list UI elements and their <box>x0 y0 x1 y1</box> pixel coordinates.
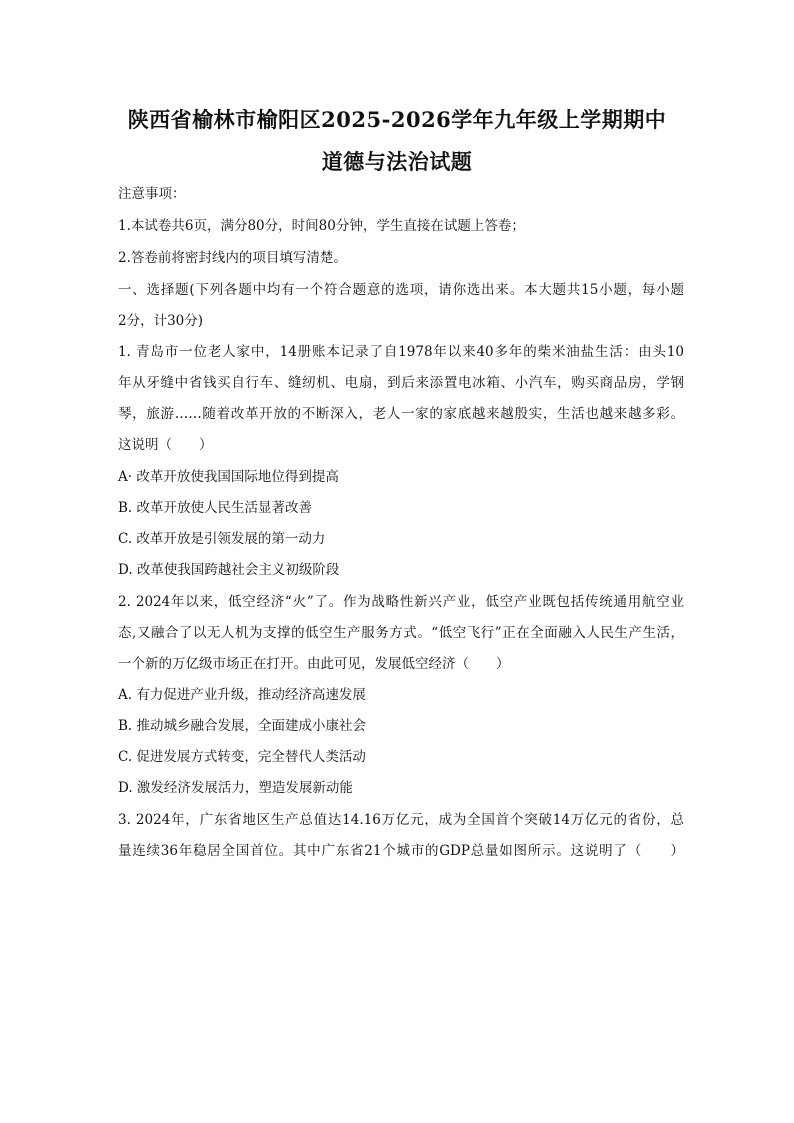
question2-stem-line2: 态,又融合了以无人机为支撑的低空生产服务方式。“低空飞行”正在全面融入人民生产生活， <box>118 625 684 641</box>
question2-option-a: A. 有力促进产业升级，推动经济高速发展 <box>118 687 366 703</box>
notice-heading: 注意事项： <box>118 186 186 202</box>
section1-instructions-line1: 一、选择题(下列各题中均有一个符合题意的选项，请你选出来。本大题共15小题，每小题 <box>118 282 684 298</box>
exam-title-line2: 道德与法治试题 <box>321 149 473 174</box>
section1-instructions-line2: 2分，计30分) <box>118 313 204 329</box>
exam-title-line1: 陕西省榆林市榆阳区2025-2026学年九年级上学期期中 <box>127 107 667 132</box>
question1-stem-line1: 1. 青岛市一位老人家中，14册账本记录了自1978年以来40多年的柴米油盐生活：由头10 <box>118 344 684 360</box>
question2-stem-line1: 2. 2024年以来，低空经济“火”了。作为战略性新兴产业，低空产业既包括传统通用航空业 <box>118 594 684 610</box>
question1-option-b: B. 改革开放使人民生活显著改善 <box>118 500 313 516</box>
question1-option-a: A· 改革开放使我国国际地位得到提高 <box>118 469 339 485</box>
question3-stem-line1: 3. 2024年，广东省地区生产总值达14.16万亿元，成为全国首个突破14万亿元的省份，总 <box>118 812 684 828</box>
question2-option-d: D. 激发经济发展活力，塑造发展新动能 <box>118 780 353 796</box>
notice-item-2: 2.答卷前将密封线内的项目填写清楚。 <box>118 250 347 266</box>
question1-stem-line2: 年从牙缝中省钱买自行车、缝纫机、电扇，到后来添置电冰箱、小汽车，购买商品房，学钢 <box>118 375 684 391</box>
question2-stem-line3: 一个新的万亿级市场正在打开。由此可见，发展低空经济（ ） <box>118 656 510 672</box>
question1-stem-line4: 这说明（ ） <box>118 437 213 453</box>
notice-item-1: 1.本试卷共6页，满分80分，时间80分钟，学生直接在试题上答卷； <box>118 218 525 234</box>
question1-option-c: C. 改革开放是引领发展的第一动力 <box>118 531 326 547</box>
question1-stem-line3: 琴，旅游……随着改革开放的不断深入，老人一家的家底越来越殷实，生活也越来越多彩。 <box>118 406 684 422</box>
question1-option-d: D. 改革使我国跨越社会主义初级阶段 <box>118 562 340 578</box>
question3-stem-line2: 量连续36年稳居全国首位。其中广东省21个城市的GDP总量如图所示。这说明了（ ） <box>118 843 684 859</box>
question2-option-b: B. 推动城乡融合发展，全面建成小康社会 <box>118 718 367 734</box>
question2-option-c: C. 促进发展方式转变，完全替代人类活动 <box>118 749 366 765</box>
